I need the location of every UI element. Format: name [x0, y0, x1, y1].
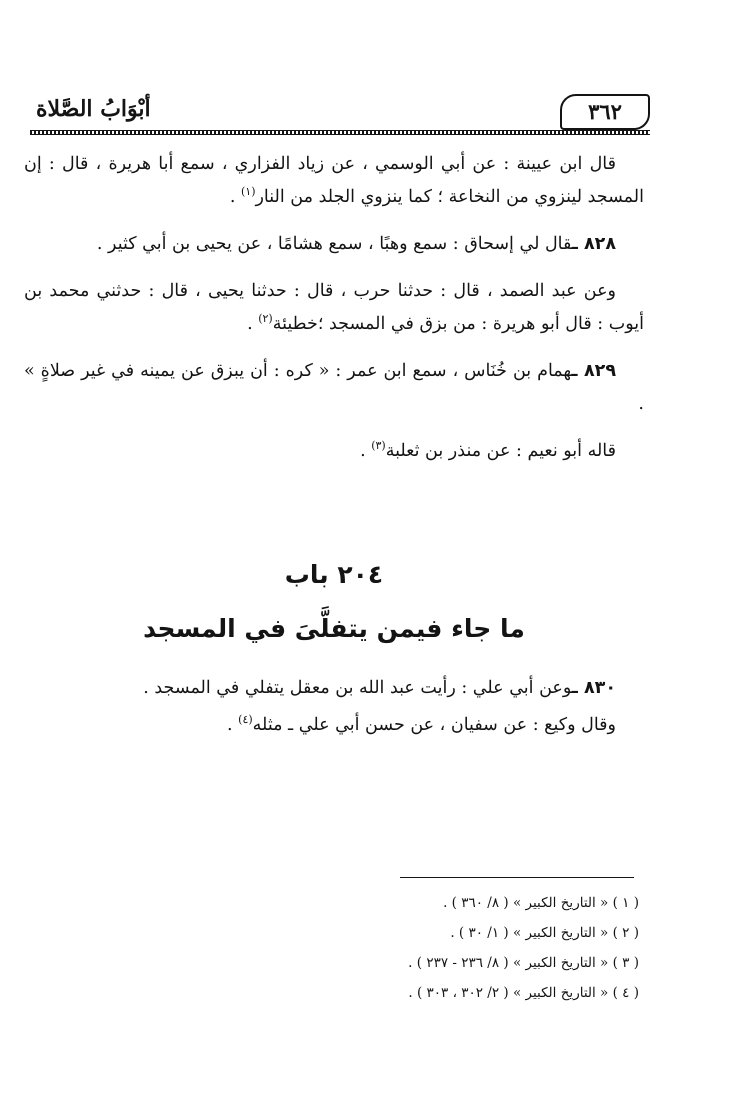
paragraph-text: وقال وكيع : عن سفيان ، عن حسن أبي علي ـ مثله [252, 715, 616, 735]
header-rule [30, 130, 650, 135]
main-text [24, 148, 644, 482]
chapter-title: ما جاء فيمن يتفلَّىَ في المسجد [143, 614, 525, 643]
paragraph [24, 672, 644, 705]
footnote-ref: (١) [240, 185, 256, 199]
paragraph [24, 709, 644, 742]
hadith-number: ٨٢٩ ـ [571, 361, 616, 381]
paragraph-text: قاله أبو نعيم : عن منذر بن ثعلبة [385, 441, 616, 461]
chapter-text [24, 672, 644, 756]
paragraph-tail: . [247, 314, 259, 334]
chapter-label: ٢٠٤ باب [284, 560, 384, 589]
paragraph-text: وعن عبد الصمد ، قال : حدثنا حرب ، قال : حدثنا يحيى ، قال : حدثني محمد بن أيوب : قال أبو هريرة : من بزق في المسجد ؛خطيئة [24, 281, 644, 334]
page-number: ٣٦٢ [560, 94, 650, 130]
footnote-ref: (٢) [258, 312, 273, 326]
paragraph [24, 275, 644, 341]
paragraph-text: قال لي إسحاق : سمع وهبًا ، سمع هشامًا ، عن يحيى بن أبي كثير . [96, 234, 572, 254]
paragraph [24, 355, 644, 421]
hadith-number: ٨٣٠ ـ [571, 678, 616, 698]
paragraph [24, 148, 644, 214]
paragraph-tail: . [229, 187, 241, 207]
footnote: ( ٢ ) « التاريخ الكبير » ( ١/ ٣٠ ) . [450, 925, 639, 941]
paragraph [24, 228, 644, 261]
paragraph-text: وعن أبي علي : رأيت عبد الله بن معقل يتفلي في المسجد . [143, 678, 572, 698]
hadith-number: ٨٢٨ ـ [571, 234, 616, 254]
paragraph [24, 435, 644, 468]
footnote-ref: (٣) [371, 439, 386, 453]
paragraph-tail: . [227, 715, 239, 735]
footnote: ( ١ ) « التاريخ الكبير » ( ٨/ ٣٦٠ ) . [443, 895, 639, 911]
paragraph-text: قال ابن عيينة : عن أبي الوسمي ، عن زياد الفزاري ، سمع أبا هريرة ، قال : إن المسجد لينزوي من النخاعة ؛ كما ينزوي الجلد من النار [24, 154, 644, 207]
footnote: ( ٤ ) « التاريخ الكبير » ( ٢/ ٣٠٢ ، ٣٠٣ ) . [408, 985, 639, 1001]
paragraph-text: همام بن خُنَاس ، سمع ابن عمر : « كره : أن يبزق عن يمينه في غير صلاةٍ » . [24, 361, 644, 414]
paragraph-tail: . [360, 441, 372, 461]
page-header [30, 92, 650, 132]
footnotes [24, 888, 639, 1008]
running-title: أبْوَابُ الصَّلاة [36, 96, 151, 122]
chapter-heading [24, 555, 644, 651]
footnote-separator [400, 877, 634, 878]
footnote: ( ٣ ) « التاريخ الكبير » ( ٨/ ٢٣٦ - ٢٣٧ ) . [408, 955, 639, 971]
footnote-ref: (٤) [238, 713, 253, 727]
